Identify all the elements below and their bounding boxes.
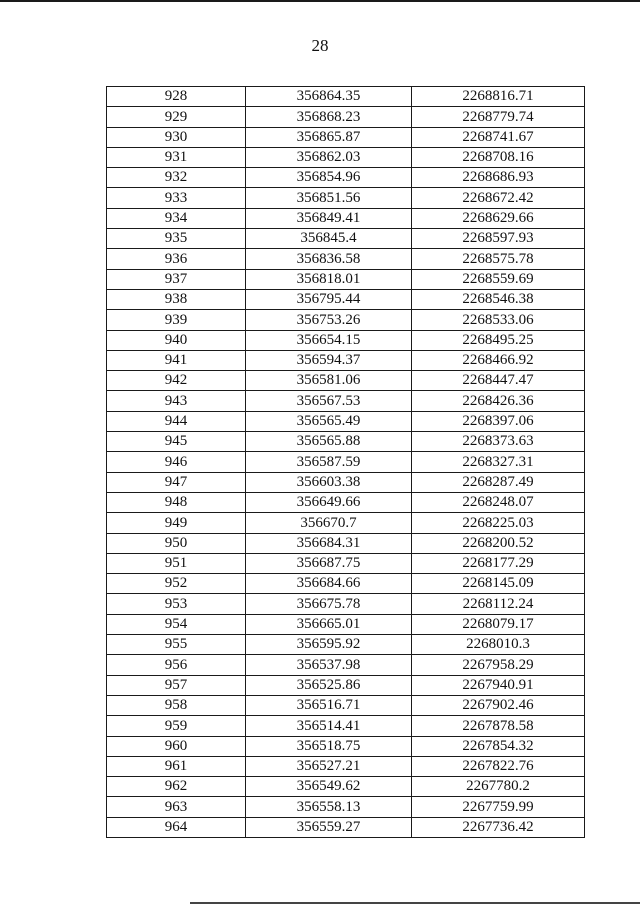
table-row [107,289,585,309]
y-coordinate-cell: 2267854.32 [412,736,585,756]
table-row [107,614,585,634]
point-number-cell: 940 [107,330,246,350]
table-row [107,107,585,127]
point-number-cell: 931 [107,147,246,167]
table-row [107,269,585,289]
table-row [107,635,585,655]
x-coordinate-cell: 356594.37 [246,350,412,370]
table-row [107,147,585,167]
point-number-cell: 961 [107,756,246,776]
x-coordinate-cell: 356595.92 [246,635,412,655]
table-row [107,249,585,269]
point-number-cell: 929 [107,107,246,127]
x-coordinate-cell: 356795.44 [246,289,412,309]
point-number-cell: 953 [107,594,246,614]
y-coordinate-cell: 2268397.06 [412,411,585,431]
point-number-cell: 956 [107,655,246,675]
table-row [107,452,585,472]
point-number-cell: 944 [107,411,246,431]
table-row [107,817,585,837]
point-number-cell: 963 [107,797,246,817]
table-row [107,371,585,391]
table-row [107,513,585,533]
x-coordinate-cell: 356862.03 [246,147,412,167]
point-number-cell: 951 [107,553,246,573]
table-row [107,87,585,107]
point-number-cell: 958 [107,695,246,715]
point-number-cell: 939 [107,310,246,330]
x-coordinate-cell: 356525.86 [246,675,412,695]
y-coordinate-cell: 2268079.17 [412,614,585,634]
x-coordinate-cell: 356851.56 [246,188,412,208]
x-coordinate-cell: 356818.01 [246,269,412,289]
y-coordinate-cell: 2268597.93 [412,229,585,249]
x-coordinate-cell: 356559.27 [246,817,412,837]
table-row [107,492,585,512]
y-coordinate-cell: 2268495.25 [412,330,585,350]
y-coordinate-cell: 2267902.46 [412,695,585,715]
point-number-cell: 932 [107,168,246,188]
y-coordinate-cell: 2268225.03 [412,513,585,533]
table-row [107,655,585,675]
table-row [107,208,585,228]
point-number-cell: 933 [107,188,246,208]
point-number-cell: 936 [107,249,246,269]
table-row [107,574,585,594]
table-row [107,472,585,492]
x-coordinate-cell: 356670.7 [246,513,412,533]
point-number-cell: 941 [107,350,246,370]
x-coordinate-cell: 356514.41 [246,716,412,736]
point-number-cell: 952 [107,574,246,594]
point-number-cell: 935 [107,229,246,249]
x-coordinate-cell: 356687.75 [246,553,412,573]
x-coordinate-cell: 356537.98 [246,655,412,675]
x-coordinate-cell: 356753.26 [246,310,412,330]
point-number-cell: 943 [107,391,246,411]
point-number-cell: 942 [107,371,246,391]
table-row [107,533,585,553]
table-row [107,350,585,370]
y-coordinate-cell: 2268629.66 [412,208,585,228]
table-row [107,553,585,573]
table-row [107,594,585,614]
table-row [107,391,585,411]
x-coordinate-cell: 356558.13 [246,797,412,817]
point-number-cell: 957 [107,675,246,695]
y-coordinate-cell: 2268145.09 [412,574,585,594]
page-number: 28 [311,36,329,55]
x-coordinate-cell: 356587.59 [246,452,412,472]
x-coordinate-cell: 356567.53 [246,391,412,411]
y-coordinate-cell: 2267822.76 [412,756,585,776]
y-coordinate-cell: 2268559.69 [412,269,585,289]
y-coordinate-cell: 2267958.29 [412,655,585,675]
x-coordinate-cell: 356665.01 [246,614,412,634]
x-coordinate-cell: 356549.62 [246,777,412,797]
table-row [107,168,585,188]
table-row [107,716,585,736]
table-row [107,432,585,452]
table-row [107,188,585,208]
table-row [107,310,585,330]
x-coordinate-cell: 356581.06 [246,371,412,391]
y-coordinate-cell: 2268447.47 [412,371,585,391]
y-coordinate-cell: 2267780.2 [412,777,585,797]
x-coordinate-cell: 356845.4 [246,229,412,249]
y-coordinate-cell: 2267940.91 [412,675,585,695]
point-number-cell: 938 [107,289,246,309]
point-number-cell: 954 [107,614,246,634]
point-number-cell: 937 [107,269,246,289]
x-coordinate-cell: 356865.87 [246,127,412,147]
x-coordinate-cell: 356864.35 [246,87,412,107]
point-number-cell: 947 [107,472,246,492]
x-coordinate-cell: 356654.15 [246,330,412,350]
x-coordinate-cell: 356836.58 [246,249,412,269]
point-number-cell: 959 [107,716,246,736]
table-row [107,695,585,715]
y-coordinate-cell: 2268373.63 [412,432,585,452]
y-coordinate-cell: 2268686.93 [412,168,585,188]
point-number-cell: 928 [107,87,246,107]
x-coordinate-cell: 356527.21 [246,756,412,776]
y-coordinate-cell: 2267736.42 [412,817,585,837]
y-coordinate-cell: 2268672.42 [412,188,585,208]
point-number-cell: 955 [107,635,246,655]
table-row [107,777,585,797]
table-row [107,736,585,756]
x-coordinate-cell: 356565.49 [246,411,412,431]
x-coordinate-cell: 356565.88 [246,432,412,452]
x-coordinate-cell: 356516.71 [246,695,412,715]
y-coordinate-cell: 2268287.49 [412,472,585,492]
point-number-cell: 945 [107,432,246,452]
y-coordinate-cell: 2268546.38 [412,289,585,309]
point-number-cell: 950 [107,533,246,553]
x-coordinate-cell: 356603.38 [246,472,412,492]
x-coordinate-cell: 356684.31 [246,533,412,553]
y-coordinate-cell: 2268466.92 [412,350,585,370]
y-coordinate-cell: 2268575.78 [412,249,585,269]
y-coordinate-cell: 2268112.24 [412,594,585,614]
y-coordinate-cell: 2268533.06 [412,310,585,330]
y-coordinate-cell: 2268708.16 [412,147,585,167]
point-number-cell: 949 [107,513,246,533]
y-coordinate-cell: 2268327.31 [412,452,585,472]
top-border-line [0,0,640,2]
x-coordinate-cell: 356518.75 [246,736,412,756]
point-number-cell: 946 [107,452,246,472]
y-coordinate-cell: 2267878.58 [412,716,585,736]
point-number-cell: 948 [107,492,246,512]
x-coordinate-cell: 356868.23 [246,107,412,127]
y-coordinate-cell: 2267759.99 [412,797,585,817]
y-coordinate-cell: 2268816.71 [412,87,585,107]
x-coordinate-cell: 356684.66 [246,574,412,594]
x-coordinate-cell: 356649.66 [246,492,412,512]
y-coordinate-cell: 2268177.29 [412,553,585,573]
table-row [107,411,585,431]
table-row [107,756,585,776]
coordinates-table [106,86,585,838]
bottom-border-line [190,902,640,904]
x-coordinate-cell: 356675.78 [246,594,412,614]
x-coordinate-cell: 356849.41 [246,208,412,228]
point-number-cell: 964 [107,817,246,837]
point-number-cell: 960 [107,736,246,756]
point-number-cell: 962 [107,777,246,797]
table-row [107,675,585,695]
y-coordinate-cell: 2268010.3 [412,635,585,655]
table-row [107,127,585,147]
y-coordinate-cell: 2268741.67 [412,127,585,147]
table-row [107,330,585,350]
table-row [107,797,585,817]
x-coordinate-cell: 356854.96 [246,168,412,188]
coordinates-table-body [107,87,585,838]
table-row [107,229,585,249]
y-coordinate-cell: 2268248.07 [412,492,585,512]
y-coordinate-cell: 2268426.36 [412,391,585,411]
y-coordinate-cell: 2268200.52 [412,533,585,553]
point-number-cell: 934 [107,208,246,228]
point-number-cell: 930 [107,127,246,147]
y-coordinate-cell: 2268779.74 [412,107,585,127]
